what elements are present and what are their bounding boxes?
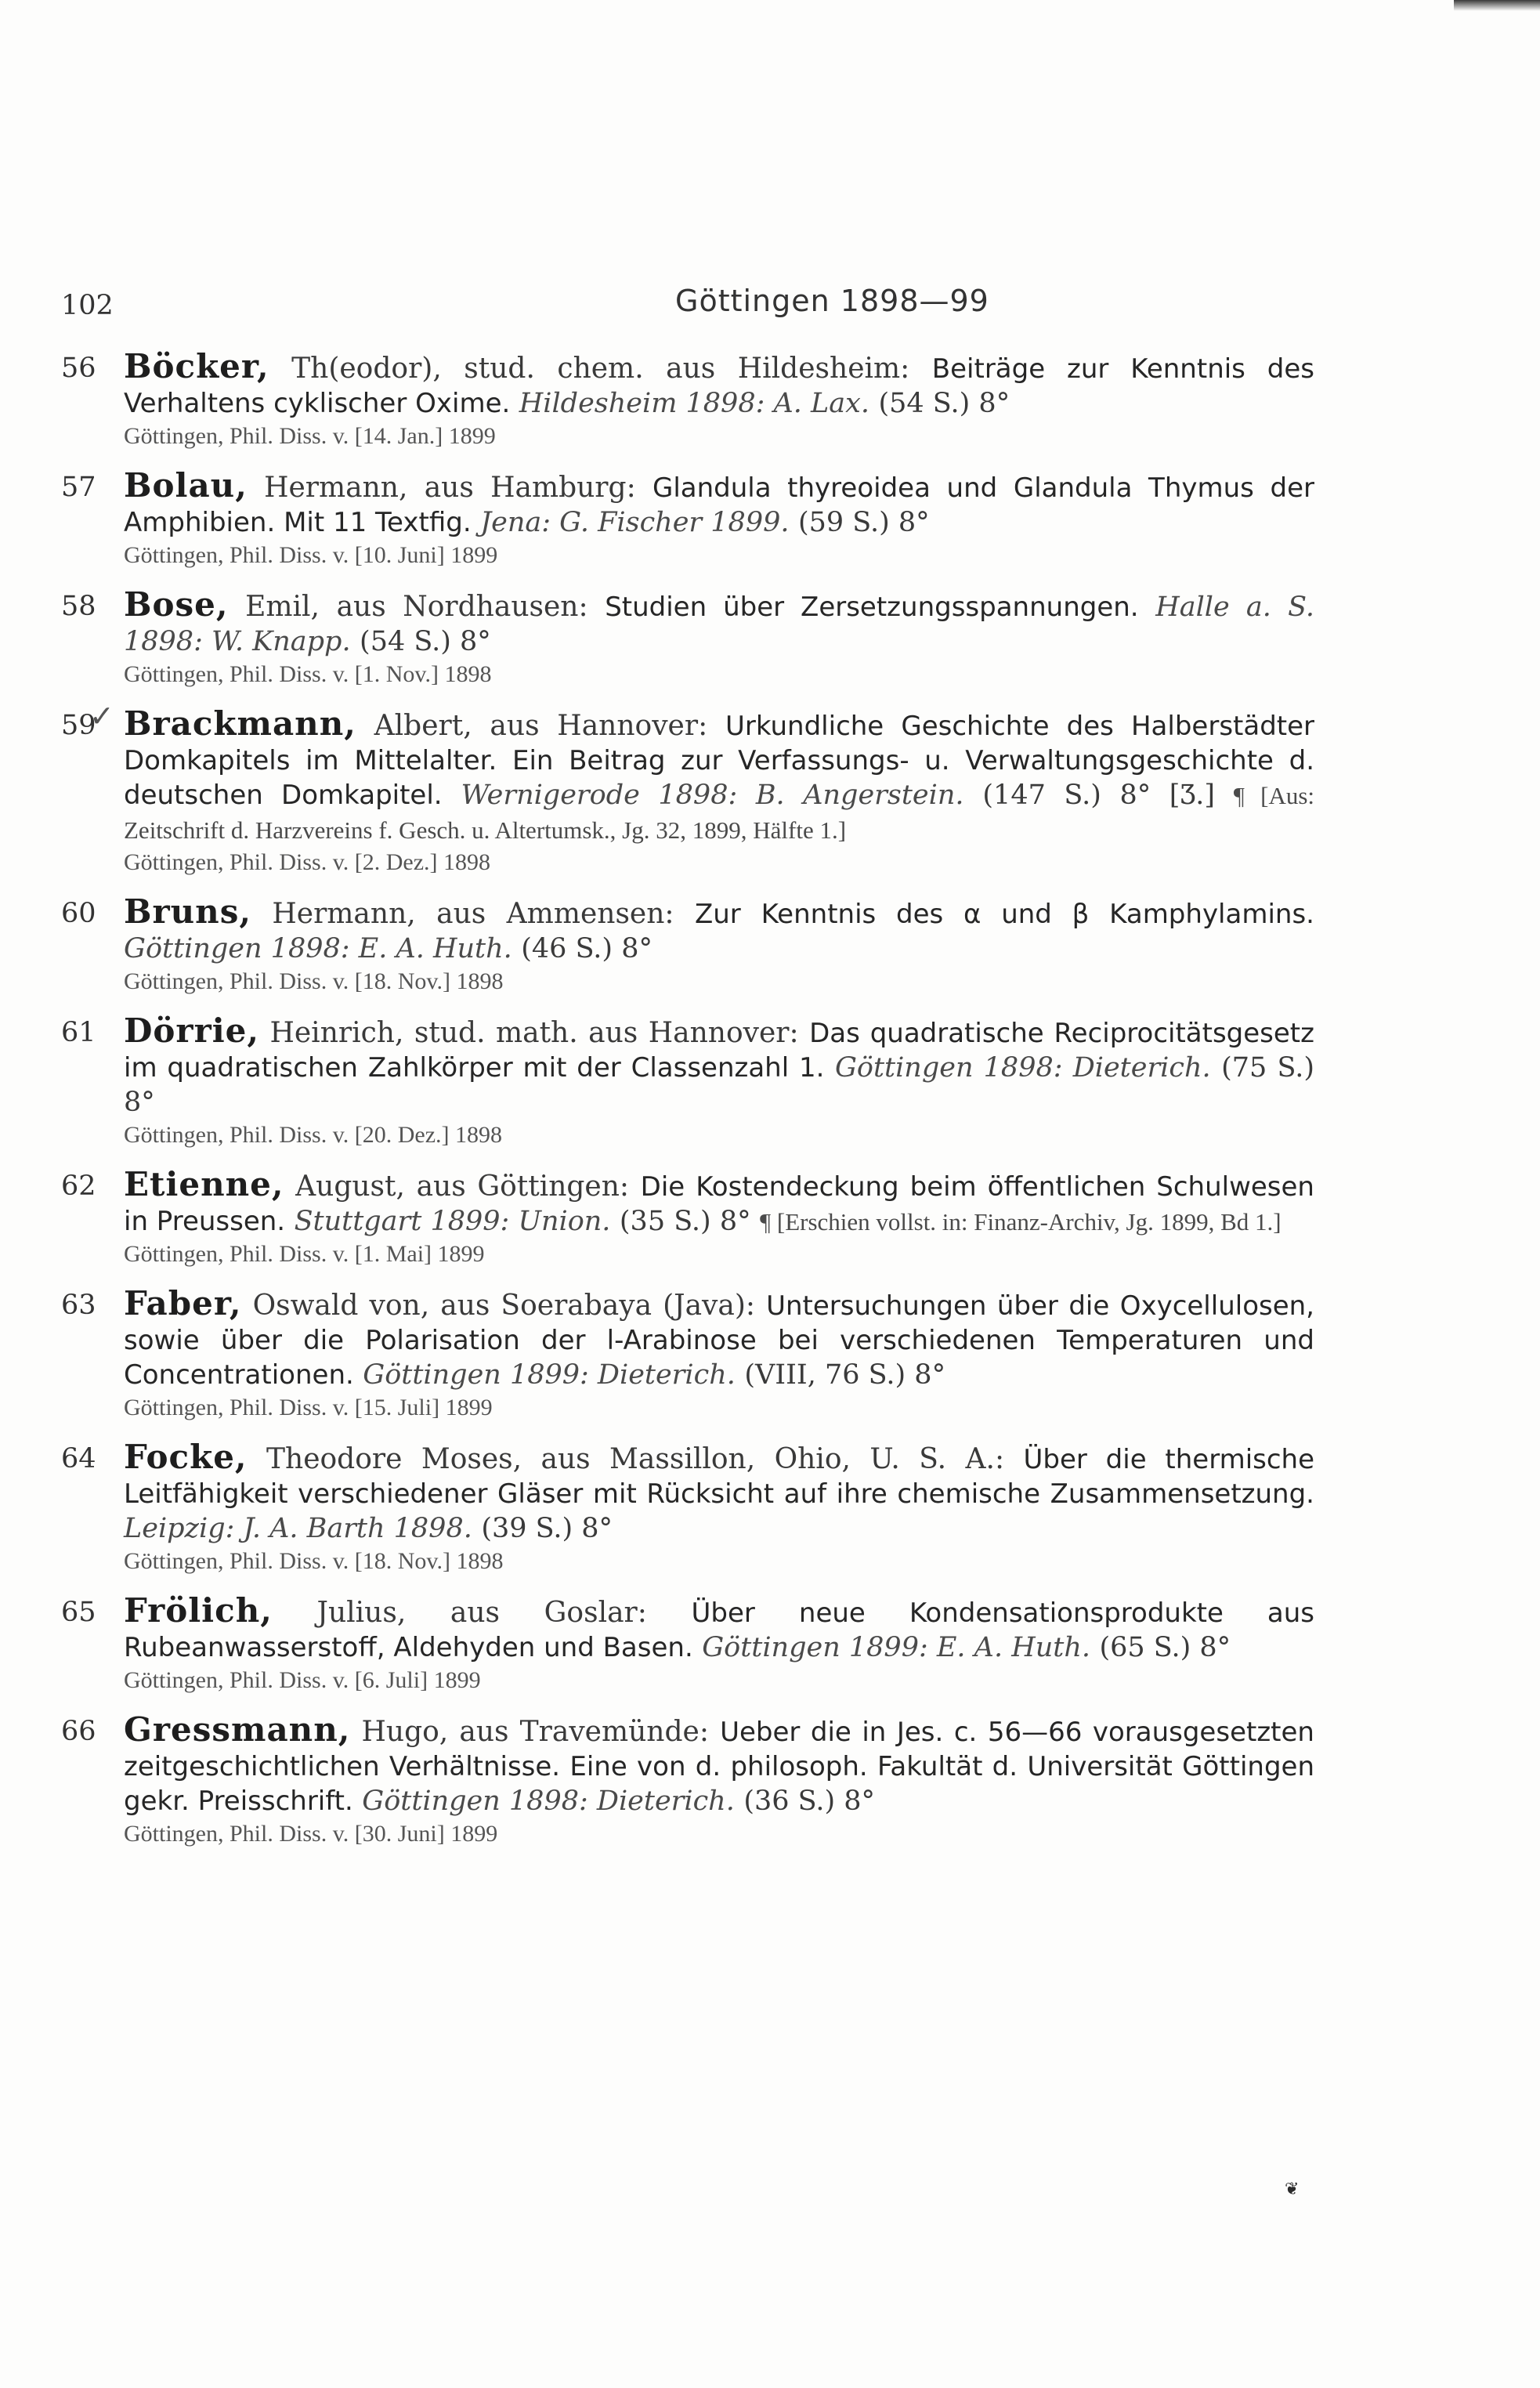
- author-forename: Oswald von,: [252, 1290, 430, 1322]
- dissertation-line: Göttingen, Phil. Diss. v. [1. Nov.] 1898: [124, 661, 492, 687]
- author-surname: Bolau,: [124, 466, 248, 505]
- extent: (54 S.) 8°: [360, 626, 491, 657]
- author-surname: Dörrie,: [124, 1011, 259, 1050]
- author-origin: aus Hannover:: [490, 710, 708, 742]
- bibliography-entry: [61, 349, 1314, 451]
- work-title: Die Kostendeckung beim öffentlichen Schulwesen in Preussen.: [124, 1171, 1314, 1237]
- extent: (VIII, 76 S.) 8°: [744, 1359, 946, 1391]
- entry-number: 59: [61, 710, 96, 741]
- author-surname: Focke,: [124, 1438, 248, 1476]
- imprint: Jena: G. Fischer 1899.: [480, 507, 790, 538]
- author-surname: Bruns,: [124, 892, 251, 931]
- author-origin: stud. chem. aus Hildesheim:: [464, 353, 910, 385]
- imprint: Stuttgart 1899: Union.: [294, 1206, 611, 1237]
- entry-number: 56: [61, 353, 96, 384]
- bibliography-entry: [61, 1286, 1314, 1423]
- running-head: Göttingen 1898—99: [675, 284, 989, 318]
- work-title: Zur Kenntnis des α und β Kamphylamins.: [694, 899, 1314, 930]
- work-title: Das quadratische Reciprocitätsgesetz im quadratischen Zahlkörper mit der Classenzahl 1.: [124, 1018, 1314, 1084]
- imprint: Hildesheim 1898: A. Lax.: [519, 388, 870, 419]
- author-forename: Heinrich,: [269, 1017, 404, 1049]
- dissertation-line: Göttingen, Phil. Diss. v. [30. Juni] 1899: [124, 1821, 498, 1847]
- bibliography-entry: [61, 699, 1315, 877]
- dissertation-line: Göttingen, Phil. Diss. v. [1. Mai] 1899: [124, 1241, 485, 1267]
- extent: (54 S.) 8°: [878, 388, 1010, 419]
- extent: (147 S.) 8° [Ʒ.]: [982, 780, 1215, 811]
- extent: (65 S.) 8°: [1099, 1632, 1231, 1663]
- dissertation-line: Göttingen, Phil. Diss. v. [15. Juli] 1899: [124, 1395, 493, 1420]
- author-surname: Gressmann,: [124, 1710, 351, 1749]
- dissertation-line: Göttingen, Phil. Diss. v. [14. Jan.] 1899: [124, 423, 496, 449]
- extent: (39 S.) 8°: [481, 1513, 613, 1544]
- dissertation-line: Göttingen, Phil. Diss. v. [2. Dez.] 1898: [124, 849, 491, 875]
- author-surname: Etienne,: [124, 1165, 284, 1203]
- author-forename: Julius,: [316, 1597, 407, 1629]
- bibliography-entry: [61, 1440, 1314, 1576]
- author-origin: aus Hamburg:: [424, 472, 636, 504]
- author-forename: Albert,: [374, 710, 472, 742]
- entry-number: 58: [61, 591, 96, 622]
- imprint: Göttingen 1899: E. A. Huth.: [702, 1632, 1090, 1663]
- bibliography-entry: [61, 1167, 1314, 1269]
- entry-number: 66: [61, 1716, 96, 1747]
- handwritten-checkmark: ✓: [89, 699, 114, 733]
- author-origin: aus Travemünde:: [459, 1716, 709, 1748]
- author-forename: Hermann,: [264, 472, 408, 504]
- author-origin: aus Soerabaya (Java):: [440, 1290, 756, 1322]
- work-title: Ueber die in Jes. c. 56—66 vorausgesetzten zeitgeschichtlichen Verhältnisse. Eine von d. philosoph. Fakultät d. Universität Göttingen gekr. Preisschrift.: [124, 1717, 1314, 1817]
- bibliography-entry: [61, 466, 1314, 570]
- work-title: Urkundliche Geschichte des Halberstädter Domkapitels im Mittelalter. Ein Beitrag zur Verfassungs- u. Verwaltungsgeschichte d. deutschen Domkapitel.: [124, 711, 1315, 811]
- bibliography-entry: [61, 1710, 1314, 1849]
- work-title: Untersuchungen über die Oxycellulosen, sowie über die Polarisation der l-Arabinose bei verschiedenen Temperaturen und Concentrationen.: [124, 1290, 1314, 1391]
- author-surname: Frölich,: [124, 1591, 273, 1630]
- author-surname: Bose,: [124, 585, 229, 624]
- dissertation-line: Göttingen, Phil. Diss. v. [18. Nov.] 1898: [124, 1548, 504, 1574]
- work-title: Studien über Zersetzungsspannungen.: [605, 592, 1139, 623]
- scan-edge-mark: [1454, 0, 1540, 11]
- author-forename: Theodore Moses,: [266, 1443, 522, 1475]
- extent: (59 S.) 8°: [797, 507, 930, 538]
- author-origin: aus Nordhausen:: [336, 591, 588, 623]
- imprint: Wernigerode 1898: B. Angerstein.: [461, 780, 964, 811]
- publication-note: ¶ [Aus: Zeitschrift d. Harzvereins f. Gesch. u. Altertumsk., Jg. 32, 1899, Hälfte 1.]: [124, 782, 1315, 844]
- extent: (75 S.) 8°: [124, 1052, 1314, 1118]
- author-origin: aus Goslar:: [450, 1597, 647, 1629]
- author-surname: Brackmann,: [124, 704, 356, 743]
- extent: (36 S.) 8°: [743, 1786, 876, 1817]
- dissertation-line: Göttingen, Phil. Diss. v. [10. Juni] 1899: [124, 542, 498, 568]
- author-origin: stud. math. aus Hannover:: [414, 1017, 799, 1049]
- dissertation-line: Göttingen, Phil. Diss. v. [18. Nov.] 1898: [124, 968, 504, 994]
- work-title: Über neue Kondensationsprodukte aus Rubeanwasserstoff, Aldehyden und Basen.: [124, 1597, 1314, 1663]
- entry-number: 57: [61, 472, 96, 503]
- page-number: 102: [61, 290, 114, 321]
- imprint: Göttingen 1898: E. A. Huth.: [124, 933, 512, 964]
- imprint: Göttingen 1898: Dieterich.: [834, 1052, 1211, 1084]
- entry-number: 60: [61, 898, 96, 929]
- author-origin: aus Göttingen:: [416, 1170, 630, 1203]
- dissertation-line: Göttingen, Phil. Diss. v. [20. Dez.] 1898: [124, 1122, 503, 1148]
- entry-number: 64: [61, 1443, 96, 1474]
- imprint: Halle a. S. 1898: W. Knapp.: [124, 592, 1315, 657]
- imprint: Göttingen 1898: Dieterich.: [362, 1786, 735, 1817]
- bibliography-entry: [61, 585, 1315, 689]
- dissertation-line: Göttingen, Phil. Diss. v. [6. Juli] 1899: [124, 1667, 481, 1693]
- bibliography-list: [61, 349, 1314, 1866]
- author-surname: Böcker,: [124, 347, 269, 385]
- work-title: Beiträge zur Kenntnis des Verhaltens cyklischer Oxime.: [124, 353, 1314, 419]
- ink-spot-mark: ❦: [1285, 2180, 1300, 2199]
- imprint: Leipzig: J. A. Barth 1898.: [124, 1513, 472, 1544]
- author-origin: aus Ammensen:: [436, 898, 674, 930]
- author-forename: Hermann,: [272, 898, 416, 930]
- entry-number: 63: [61, 1290, 96, 1321]
- bibliography-entry: [61, 1011, 1314, 1150]
- author-forename: Emil,: [245, 591, 320, 623]
- entry-number: 61: [61, 1017, 96, 1048]
- author-forename: August,: [295, 1170, 405, 1203]
- bibliography-entry: [61, 892, 1314, 997]
- work-title: Über die thermische Leitfähigkeit verschiedener Gläser mit Rücksicht auf ihre chemische Zusammensetzung.: [124, 1444, 1315, 1510]
- author-forename: Th(eodor),: [291, 353, 442, 385]
- author-forename: Hugo,: [361, 1716, 449, 1748]
- publication-note: ¶ [Erschien vollst. in: Finanz-Archiv, Jg. 1899, Bd 1.]: [760, 1208, 1282, 1236]
- work-title: Glandula thyreoidea und Glandula Thymus der Amphibien. Mit 11 Textfig.: [124, 472, 1314, 538]
- entry-number: 62: [61, 1170, 96, 1202]
- bibliography-entry: [61, 1591, 1314, 1695]
- extent: (35 S.) 8°: [619, 1206, 751, 1237]
- author-origin: aus Massillon, Ohio, U. S. A.:: [540, 1443, 1005, 1475]
- extent: (46 S.) 8°: [521, 933, 653, 964]
- entry-number: 65: [61, 1597, 96, 1628]
- author-surname: Faber,: [124, 1284, 242, 1322]
- imprint: Göttingen 1899: Dieterich.: [363, 1359, 736, 1391]
